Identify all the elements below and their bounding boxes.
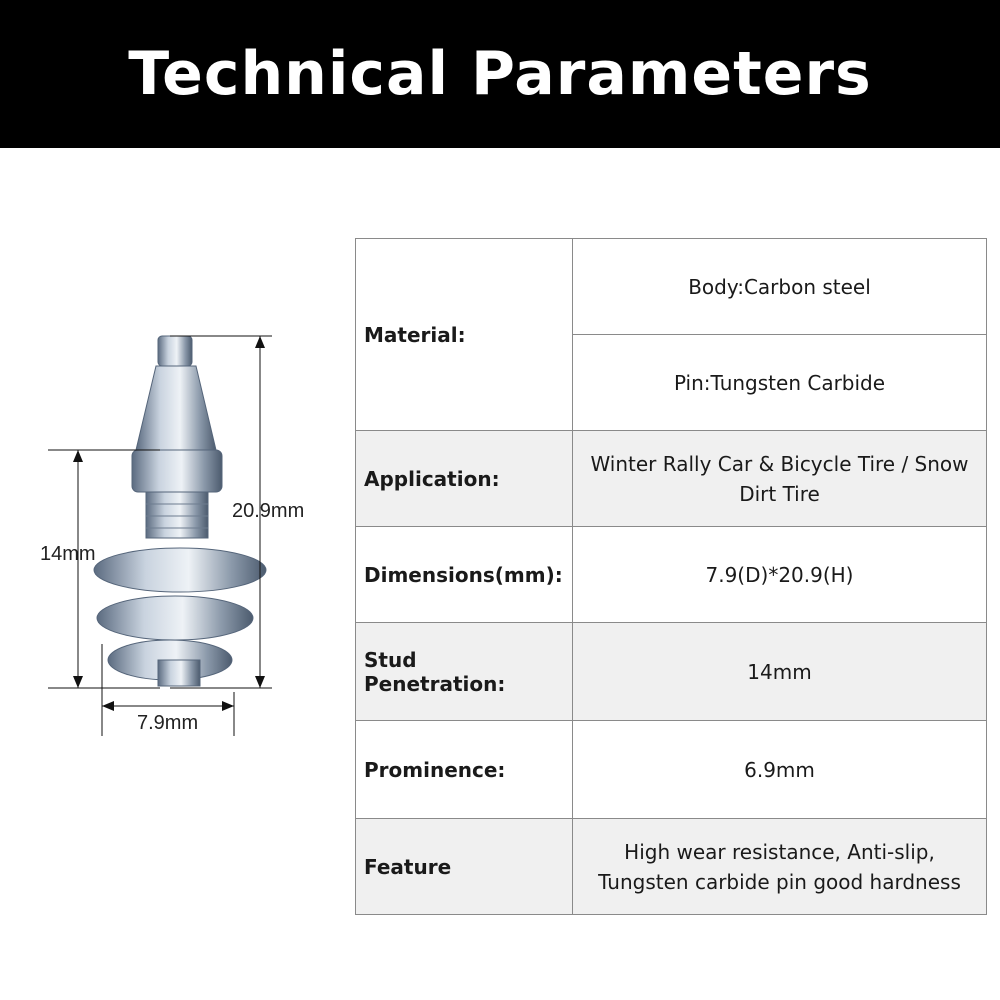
prominence-label: Prominence: [356, 721, 573, 819]
table-row-application [356, 431, 987, 527]
dimensions-value: 7.9(D)*20.9(H) [573, 527, 987, 623]
table-row-prominence [356, 721, 987, 819]
prominence-value: 6.9mm [573, 721, 987, 819]
spec-table [355, 238, 987, 915]
feature-label: Feature [356, 819, 573, 915]
table-row-dimensions [356, 527, 987, 623]
application-value: Winter Rally Car & Bicycle Tire / Snow Dirt Tire [573, 431, 987, 527]
dimensions-label: Dimensions(mm): [356, 527, 573, 623]
application-label: Application: [356, 431, 573, 527]
material-body-value: Body:Carbon steel [573, 239, 987, 335]
tire-stud-illustration [20, 300, 340, 760]
material-pin-value: Pin:Tungsten Carbide [573, 335, 987, 431]
penetration-dimension-label: 14mm [40, 543, 96, 565]
table-row-material [356, 239, 987, 335]
table-row-stud-penetration [356, 623, 987, 721]
height-dimension-label: 20.9mm [232, 500, 305, 522]
table-row-feature [356, 819, 987, 915]
diameter-dimension-label: 7.9mm [137, 712, 199, 734]
stud-penetration-label: Stud Penetration: [356, 623, 573, 721]
page-title: Technical Parameters [128, 39, 872, 109]
material-label: Material: [356, 239, 573, 431]
stud-diagram [20, 300, 340, 760]
stud-penetration-value: 14mm [573, 623, 987, 721]
feature-value: High wear resistance, Anti-slip, Tungsten carbide pin good hardness [573, 819, 987, 915]
title-banner [0, 0, 1000, 148]
